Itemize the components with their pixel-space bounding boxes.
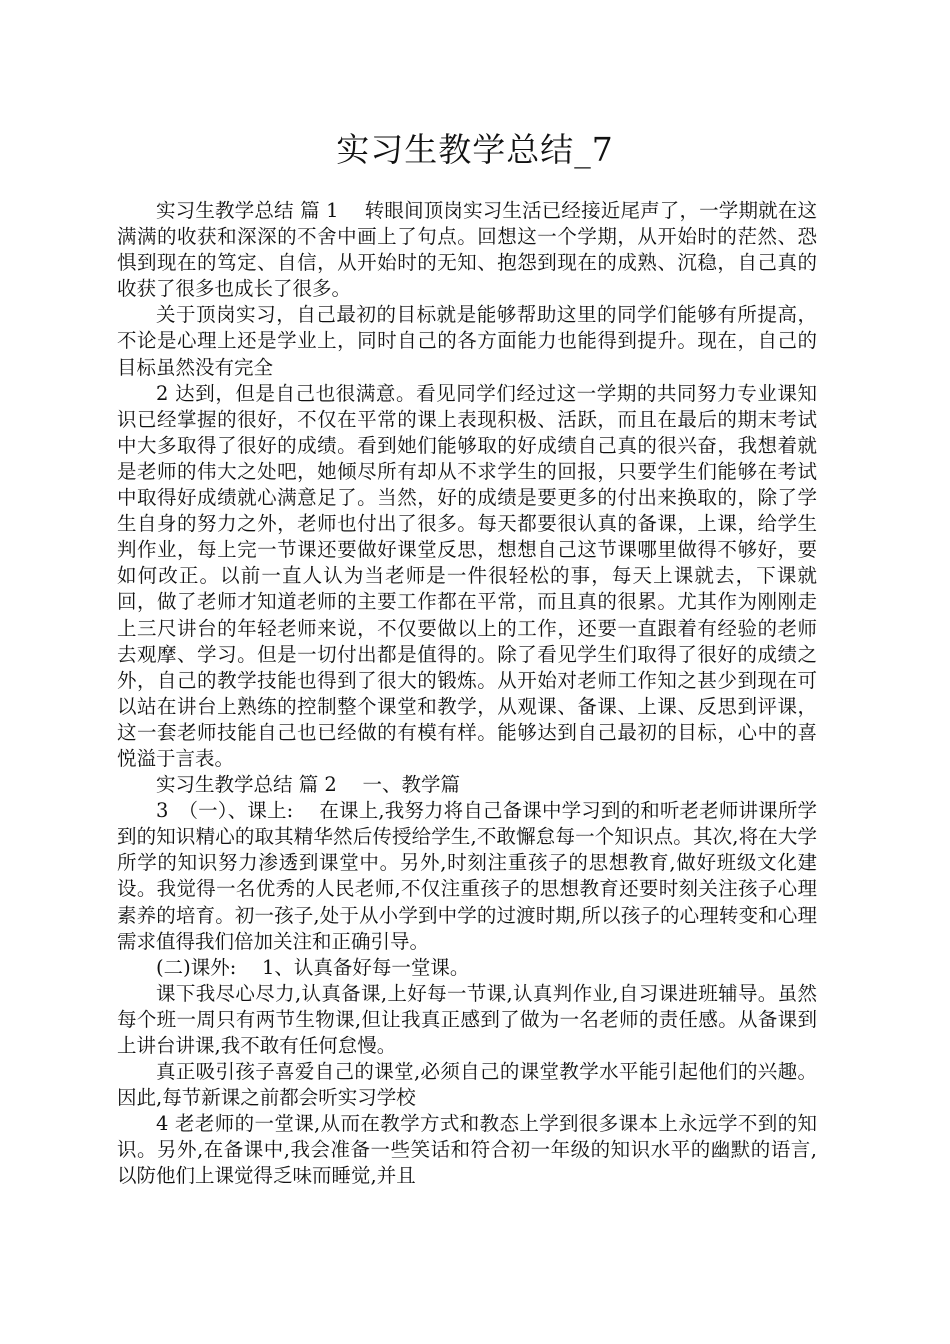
paragraph: 2 达到，但是自己也很满意。看见同学们经过这一学期的共同努力专业课知识已经掌握的很好，不仅在平常的课上表现积极、活跃，而且在最后的期末考试中大多取得了很好的成绩。看到她们能够取的好成绩自己真的很兴奋，我想着就是老师的伟大之处吧，她倾尽所有却从不求学生的回报，只要学生们能够在考试中取得好成绩就心满意足了。当然，好的成绩是要更多的付出来换取的，除了学生自身的努力之外，老师也付出了很多。每天都要很认真的备课，上课，给学生判作业，每上完一节课还要做好课堂反思，想想自己这节课哪里做得不够好，要如何改正。以前一直人认为当老师是一件很轻松的事，每天上课就去，下课就回，做了老师才知道老师的主要工作都在平常，而且真的很累。尤其作为刚刚走上三尺讲台的年轻老师来说，不仅要做以上的工作，还要一直跟着有经验的老师去观摩、学习。但是一切付出都是值得的。除了看见学生们取得了很好的成绩之外，自己的教学技能也得到了很大的锻炼。从开始对老师工作知之甚少到现在可以站在讲台上熟练的控制整个课堂和教学，从观课、备课、上课、反思到评课，这一套老师技能自己也已经做的有模有样。能够达到自己最初的目标，心中的喜悦溢于言表。 <box>117 381 817 770</box>
paragraph: 3 （一）、课上: 在课上,我努力将自己备课中学习到的和听老老师讲课所学到的知识精心的取其精华然后传授给学生,不敢懈怠每一个知识点。其次,将在大学所学的知识努力渗透到课堂中。另外,时刻注重孩子的思想教育,做好班级文化建设。我觉得一名优秀的人民老师,不仅注重孩子的思想教育还要时刻关注孩子心理素养的培育。初一孩子,处于从小学到中学的过渡时期,所以孩子的心理转变和心理需求值得我们倍加关注和正确引导。 <box>117 799 817 953</box>
paragraph: 4 老老师的一堂课,从而在教学方式和教态上学到很多课本上永远学不到的知识。另外,在备课中,我会准备一些笑话和符合初一年级的知识水平的幽默的语言,以防他们上课觉得乏味而睡觉,并且 <box>117 1112 817 1188</box>
paragraph: 实习生教学总结 篇 2 一、教学篇 <box>156 773 461 797</box>
paragraph: 关于顶岗实习，自己最初的目标就是能够帮助这里的同学们能够有所提高，不论是心理上还是学业上，同时自己的各方面能力也能得到提升。现在，自己的目标虽然没有完全 <box>117 303 817 379</box>
paragraph: (二)课外: 1、认真备好每一堂课。 <box>156 955 470 979</box>
document-title: 实习生教学总结_7 <box>336 130 614 169</box>
paragraph: 课下我尽心尽力,认真备课,上好每一节课,认真判作业,自习课进班辅导。虽然每个班一周只有两节生物课,但让我真正感到了做为一名老师的责任感。从备课到上讲台讲课,我不敢有任何怠慢。 <box>117 981 817 1057</box>
document-body <box>117 198 817 1190</box>
paragraph: 实习生教学总结 篇 1 转眼间顶岗实习生活已经接近尾声了，一学期就在这满满的收获和深深的不舍中画上了句点。回想这一个学期，从开始时的茫然、恐惧到现在的笃定、自信，从开始时的无知、抱怨到现在的成熟、沉稳，自己真的收获了很多也成长了很多。 <box>117 199 817 301</box>
paragraph: 真正吸引孩子喜爱自己的课堂,必须自己的课堂教学水平能引起他们的兴趣。因此,每节新课之前都会听实习学校 <box>117 1060 817 1110</box>
